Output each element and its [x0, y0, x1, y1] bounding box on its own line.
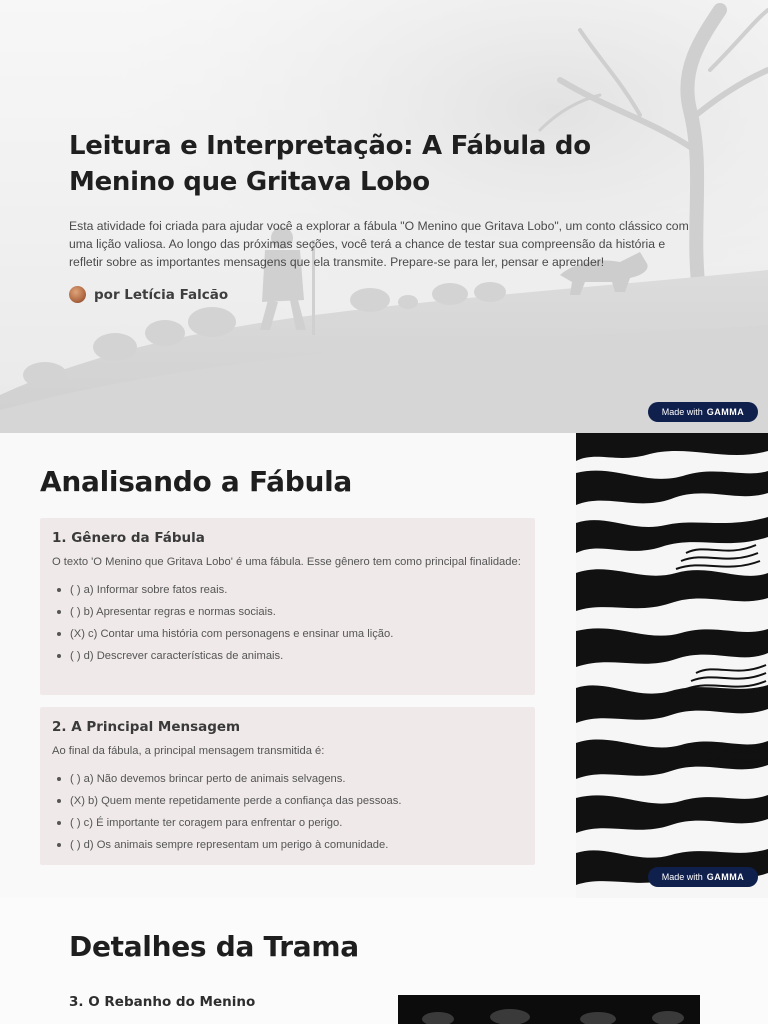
list-item: (X) b) Quem mente repetidamente perde a confiança das pessoas.: [52, 790, 523, 812]
made-with-gamma-badge[interactable]: [648, 402, 758, 422]
card-question: O texto 'O Menino que Gritava Lobo' é uma fábula. Esse gênero tem como principal finalidade:: [52, 556, 521, 568]
page-title: Leitura e Interpretação: A Fábula do Menino que Gritava Lobo: [69, 131, 591, 197]
options-list: [52, 579, 523, 667]
question-card-message: [40, 707, 535, 865]
author-name: por Letícia Falcão: [94, 286, 229, 303]
hero-description: Esta atividade foi criada para ajudar você a explorar a fábula "O Menino que Gritava Lobo", um conto clássico com uma lição valiosa. Ao longo das próximas seções, você terá a chance de testar sua compreensão da história e refletir sobre as importantes mensagens que ela transmite. Prepare-se para ler, pensar e aprender!: [69, 219, 689, 269]
author-byline: [69, 286, 228, 303]
badge-brand: GAMMA: [706, 407, 745, 417]
badge-brand: GAMMA: [706, 872, 745, 882]
avatar: [69, 286, 86, 303]
section-subheading: 3. O Rebanho do Menino: [69, 994, 256, 1010]
list-item: ( ) b) Apresentar regras e normas sociais.: [52, 601, 523, 623]
made-with-gamma-badge[interactable]: [648, 867, 758, 887]
section-title: Analisando a Fábula: [40, 465, 353, 498]
list-item: ( ) d) Descrever características de animais.: [52, 645, 523, 667]
section-title: Detalhes da Trama: [69, 930, 359, 963]
card-heading: 1. Gênero da Fábula: [52, 530, 205, 546]
list-item: ( ) c) É importante ter coragem para enfrentar o perigo.: [52, 812, 523, 834]
badge-made-with: Made with: [661, 407, 703, 417]
wave-pattern-image: [576, 433, 768, 898]
list-item: (X) c) Contar uma história com personagens e ensinar uma lição.: [52, 623, 523, 645]
plot-section: [0, 898, 768, 1024]
list-item: ( ) a) Informar sobre fatos reais.: [52, 579, 523, 601]
hero-section: [0, 0, 768, 433]
flock-image: [398, 995, 700, 1024]
question-card-genre: [40, 518, 535, 695]
badge-made-with: Made with: [661, 872, 703, 882]
options-list: [52, 768, 523, 856]
card-question: Ao final da fábula, a principal mensagem transmitida é:: [52, 745, 325, 757]
list-item: ( ) d) Os animais sempre representam um perigo à comunidade.: [52, 834, 523, 856]
card-heading: 2. A Principal Mensagem: [52, 719, 241, 735]
list-item: ( ) a) Não devemos brincar perto de animais selvagens.: [52, 768, 523, 790]
analysis-section: [0, 433, 768, 898]
